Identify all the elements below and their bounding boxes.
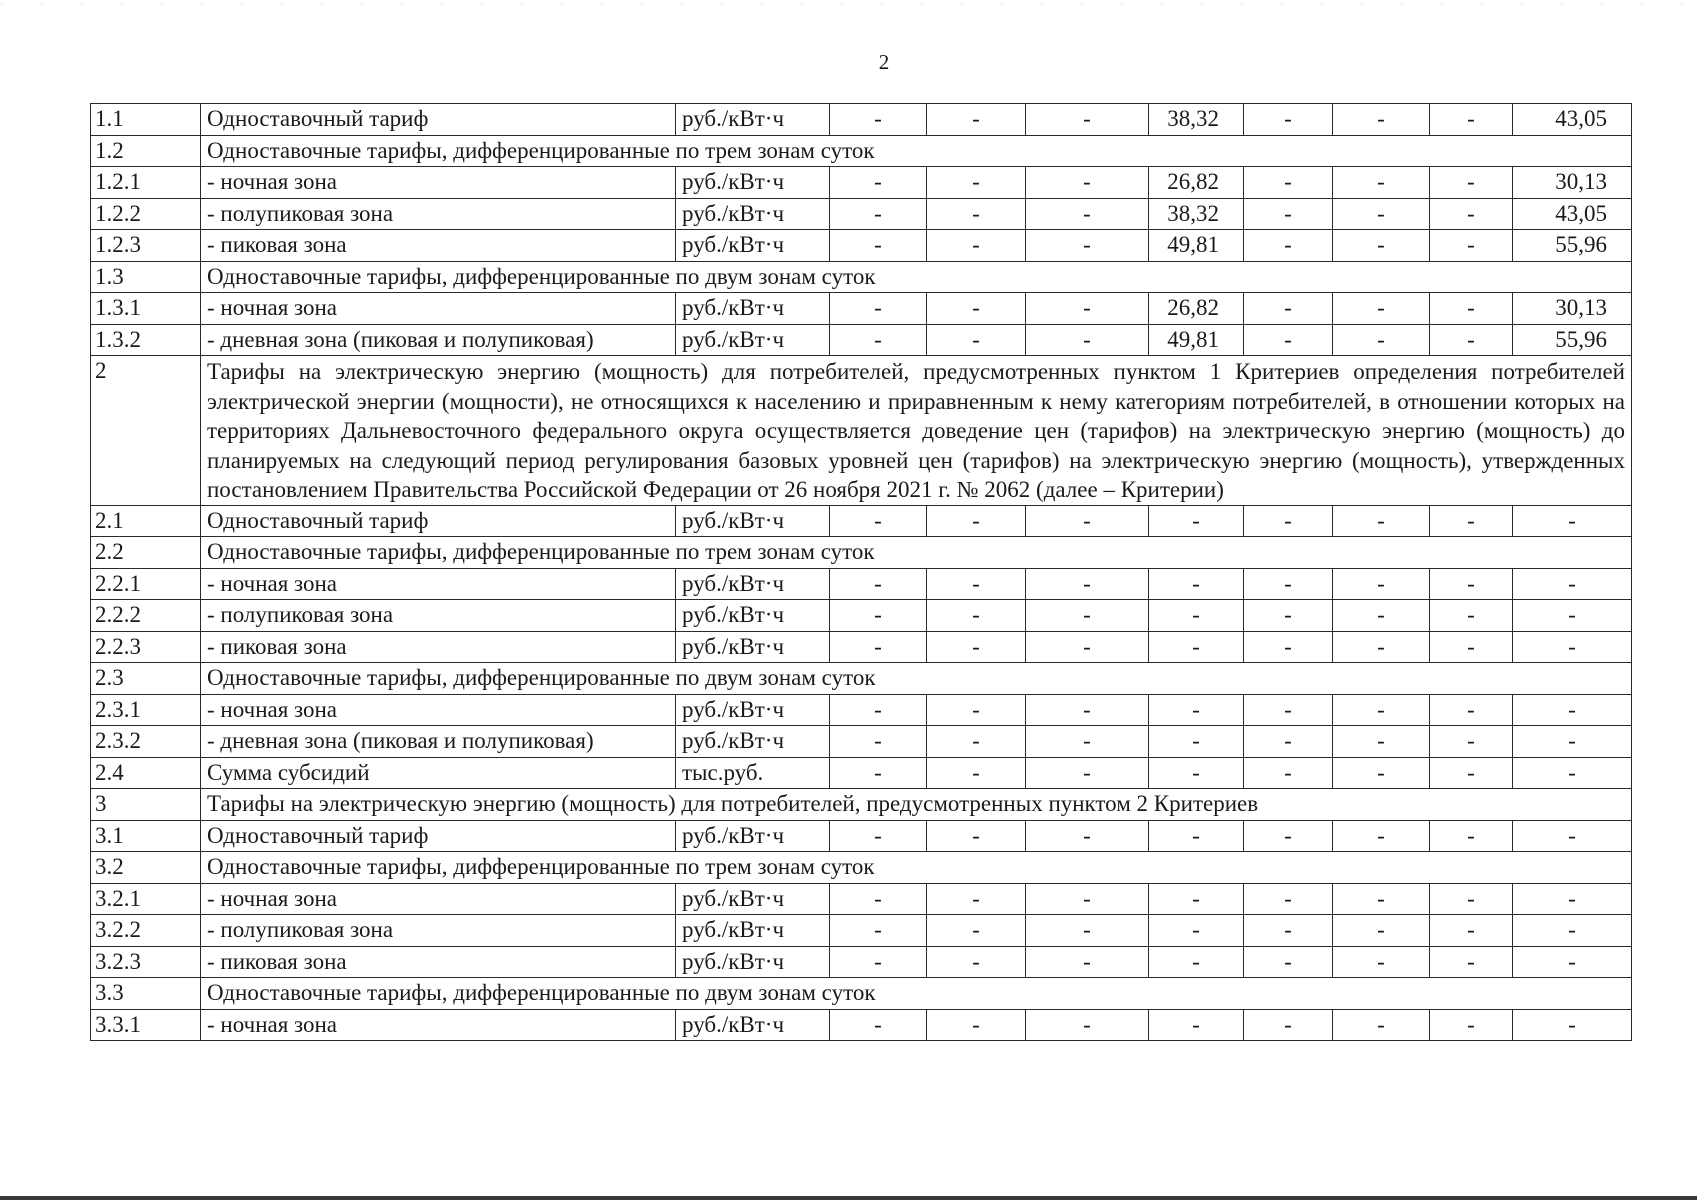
value-cell: - (1244, 757, 1333, 789)
value-cell: - (1430, 230, 1513, 262)
row-code: 2.2 (91, 537, 201, 569)
table-row (91, 789, 1632, 821)
value-cell: - (1149, 568, 1244, 600)
value-cell: - (1430, 324, 1513, 356)
table-row (91, 631, 1632, 663)
value-cell: - (1244, 694, 1333, 726)
table-row (91, 537, 1632, 569)
value-cell: - (1333, 946, 1430, 978)
value-cell: - (1026, 104, 1149, 136)
row-unit: руб./кВт·ч (676, 726, 830, 758)
row-name: - ночная зона (201, 883, 676, 915)
value-cell: - (1244, 915, 1333, 947)
value-cell: - (830, 104, 927, 136)
table-row (91, 852, 1632, 884)
value-cell: - (1026, 946, 1149, 978)
row-name: - пиковая зона (201, 946, 676, 978)
value-cell: - (1333, 198, 1430, 230)
value-cell: - (1333, 505, 1430, 537)
value-cell: - (1149, 757, 1244, 789)
row-unit: руб./кВт·ч (676, 568, 830, 600)
value-cell: - (1244, 726, 1333, 758)
value-cell: - (1430, 726, 1513, 758)
row-unit: руб./кВт·ч (676, 946, 830, 978)
row-code: 3.3 (91, 978, 201, 1010)
value-cell: - (830, 1009, 927, 1041)
table-row (91, 104, 1632, 136)
value-cell: - (1149, 600, 1244, 632)
row-code: 3.3.1 (91, 1009, 201, 1041)
value-cell: - (927, 505, 1026, 537)
row-name: - ночная зона (201, 694, 676, 726)
value-cell: - (1333, 757, 1430, 789)
value-cell: - (1333, 324, 1430, 356)
value-cell: - (927, 946, 1026, 978)
row-unit: руб./кВт·ч (676, 883, 830, 915)
row-code: 1.2 (91, 135, 201, 167)
value-cell: - (1149, 694, 1244, 726)
row-name: Одноставочный тариф (201, 104, 676, 136)
value-cell: - (1026, 726, 1149, 758)
section-header: Одноставочные тарифы, дифференцированные по трем зонам суток (201, 135, 1632, 167)
value-cell: - (1333, 726, 1430, 758)
table-row (91, 505, 1632, 537)
value-cell: - (1244, 1009, 1333, 1041)
value-cell: - (1026, 505, 1149, 537)
table-row (91, 757, 1632, 789)
row-unit: руб./кВт·ч (676, 293, 830, 325)
row-code: 3.2.2 (91, 915, 201, 947)
value-cell: - (1244, 167, 1333, 199)
value-cell: - (927, 600, 1026, 632)
value-cell: - (1513, 946, 1632, 978)
row-code: 2.3.2 (91, 726, 201, 758)
value-cell: - (927, 167, 1026, 199)
table-row (91, 915, 1632, 947)
value-cell: - (927, 915, 1026, 947)
value-cell: - (1026, 694, 1149, 726)
value-cell: - (1026, 230, 1149, 262)
value-cell: - (1513, 757, 1632, 789)
row-code: 1.2.3 (91, 230, 201, 262)
table-row (91, 135, 1632, 167)
table-row (91, 820, 1632, 852)
table-row (91, 883, 1632, 915)
value-cell: - (927, 324, 1026, 356)
value-cell: 30,13 (1513, 293, 1632, 325)
section-description: Тарифы на электрическую энергию (мощность) для потребителей, предусмотренных пунктом 1 Критериев определения потребителей электрической энергии (мощности), не относящихся к населению и приравненным к нему категориям потребителей, в отношении которых на территориях Дальневосточного федерального округа осуществляется доведение цен (тарифов) на электрическую энергию (мощность) до планируемых на следующий период регулирования базовых уровней цен (тарифов) на электрическую энергию (мощность), утвержденных постановлением Правительства Российской Федерации от 26 ноября 2021 г. № 2062 (далее – Критерии) (201, 356, 1632, 506)
value-cell: - (1244, 293, 1333, 325)
row-name: - полупиковая зона (201, 915, 676, 947)
table-row (91, 978, 1632, 1010)
value-cell: - (830, 198, 927, 230)
value-cell: - (1244, 631, 1333, 663)
row-code: 2.2.2 (91, 600, 201, 632)
value-cell: - (830, 505, 927, 537)
value-cell: - (1026, 324, 1149, 356)
table-row (91, 946, 1632, 978)
value-cell: - (1513, 883, 1632, 915)
row-name: - полупиковая зона (201, 600, 676, 632)
value-cell: - (1244, 883, 1333, 915)
row-code: 1.2.1 (91, 167, 201, 199)
value-cell: - (830, 757, 927, 789)
row-name: - пиковая зона (201, 230, 676, 262)
value-cell: - (1244, 104, 1333, 136)
row-code: 2.2.1 (91, 568, 201, 600)
value-cell: - (1430, 505, 1513, 537)
table-row (91, 198, 1632, 230)
row-code: 3.2.3 (91, 946, 201, 978)
table-row (91, 600, 1632, 632)
row-name: - дневная зона (пиковая и полупиковая) (201, 726, 676, 758)
value-cell: - (1333, 230, 1430, 262)
value-cell: - (1430, 568, 1513, 600)
value-cell: - (1513, 568, 1632, 600)
bottom-scan-edge (0, 1196, 1697, 1200)
row-code: 3.2.1 (91, 883, 201, 915)
table-row (91, 324, 1632, 356)
value-cell: - (830, 600, 927, 632)
value-cell: - (1149, 631, 1244, 663)
row-name: Одноставочный тариф (201, 505, 676, 537)
value-cell: - (1333, 694, 1430, 726)
value-cell: - (927, 293, 1026, 325)
row-unit: руб./кВт·ч (676, 230, 830, 262)
table-row (91, 1009, 1632, 1041)
row-unit: руб./кВт·ч (676, 505, 830, 537)
value-cell: - (1026, 631, 1149, 663)
value-cell: - (1333, 293, 1430, 325)
value-cell: 55,96 (1513, 324, 1632, 356)
value-cell: - (927, 820, 1026, 852)
row-code: 2.3 (91, 663, 201, 695)
value-cell: - (830, 230, 927, 262)
row-unit: тыс.руб. (676, 757, 830, 789)
value-cell: - (1430, 167, 1513, 199)
value-cell: - (1333, 104, 1430, 136)
value-cell: - (1513, 1009, 1632, 1041)
value-cell: - (1244, 600, 1333, 632)
value-cell: - (927, 883, 1026, 915)
value-cell: - (1430, 883, 1513, 915)
value-cell: - (1430, 600, 1513, 632)
row-unit: руб./кВт·ч (676, 104, 830, 136)
value-cell: - (1513, 726, 1632, 758)
value-cell: - (1026, 167, 1149, 199)
value-cell: - (1149, 883, 1244, 915)
table-row (91, 568, 1632, 600)
value-cell: - (1244, 946, 1333, 978)
value-cell: - (1430, 915, 1513, 947)
value-cell: - (927, 757, 1026, 789)
value-cell: - (1149, 505, 1244, 537)
value-cell: - (1026, 820, 1149, 852)
value-cell: - (830, 726, 927, 758)
value-cell: - (1026, 883, 1149, 915)
value-cell: - (1430, 293, 1513, 325)
value-cell: - (927, 568, 1026, 600)
value-cell: - (927, 104, 1026, 136)
value-cell: - (830, 915, 927, 947)
value-cell: 43,05 (1513, 198, 1632, 230)
value-cell: 55,96 (1513, 230, 1632, 262)
value-cell: - (1026, 293, 1149, 325)
value-cell: - (1244, 230, 1333, 262)
value-cell: - (1430, 1009, 1513, 1041)
value-cell: - (1513, 820, 1632, 852)
value-cell: 26,82 (1149, 167, 1244, 199)
value-cell: - (1244, 324, 1333, 356)
value-cell: - (1149, 726, 1244, 758)
value-cell: - (830, 694, 927, 726)
value-cell: - (1026, 600, 1149, 632)
row-code: 1.3 (91, 261, 201, 293)
table-row (91, 230, 1632, 262)
value-cell: - (830, 820, 927, 852)
value-cell: - (1244, 820, 1333, 852)
row-name: - полупиковая зона (201, 198, 676, 230)
row-code: 1.3.1 (91, 293, 201, 325)
table-row (91, 663, 1632, 695)
value-cell: - (830, 324, 927, 356)
value-cell: - (1149, 946, 1244, 978)
row-code: 2.2.3 (91, 631, 201, 663)
row-unit: руб./кВт·ч (676, 1009, 830, 1041)
value-cell: - (1333, 883, 1430, 915)
value-cell: - (1513, 600, 1632, 632)
row-unit: руб./кВт·ч (676, 198, 830, 230)
table-row (91, 293, 1632, 325)
row-name: - пиковая зона (201, 631, 676, 663)
row-name: - ночная зона (201, 1009, 676, 1041)
value-cell: - (830, 946, 927, 978)
value-cell: 38,32 (1149, 104, 1244, 136)
value-cell: - (927, 230, 1026, 262)
value-cell: - (1333, 1009, 1430, 1041)
section-header: Одноставочные тарифы, дифференцированные по двум зонам суток (201, 978, 1632, 1010)
table-row (91, 261, 1632, 293)
value-cell: - (1430, 631, 1513, 663)
row-unit: руб./кВт·ч (676, 167, 830, 199)
table-row (91, 726, 1632, 758)
section-header: Одноставочные тарифы, дифференцированные по трем зонам суток (201, 852, 1632, 884)
row-name: - ночная зона (201, 167, 676, 199)
value-cell: - (1430, 694, 1513, 726)
value-cell: 38,32 (1149, 198, 1244, 230)
tariff-table (90, 103, 1632, 1041)
row-code: 3.2 (91, 852, 201, 884)
value-cell: - (1244, 568, 1333, 600)
value-cell: - (1513, 505, 1632, 537)
section-header: Тарифы на электрическую энергию (мощность) для потребителей, предусмотренных пунктом 2 Критериев (201, 789, 1632, 821)
value-cell: - (1244, 505, 1333, 537)
value-cell: - (830, 167, 927, 199)
value-cell: - (927, 631, 1026, 663)
table-row (91, 167, 1632, 199)
row-code: 1.1 (91, 104, 201, 136)
row-code: 3 (91, 789, 201, 821)
row-name: - ночная зона (201, 293, 676, 325)
value-cell: 43,05 (1513, 104, 1632, 136)
value-cell: - (1333, 600, 1430, 632)
value-cell: - (927, 726, 1026, 758)
value-cell: 49,81 (1149, 230, 1244, 262)
value-cell: - (1026, 757, 1149, 789)
value-cell: 49,81 (1149, 324, 1244, 356)
section-header: Одноставочные тарифы, дифференцированные по трем зонам суток (201, 537, 1632, 569)
row-code: 2.3.1 (91, 694, 201, 726)
value-cell: - (1430, 946, 1513, 978)
row-unit: руб./кВт·ч (676, 600, 830, 632)
page-number: 2 (878, 50, 890, 74)
row-name: - дневная зона (пиковая и полупиковая) (201, 324, 676, 356)
row-unit: руб./кВт·ч (676, 915, 830, 947)
value-cell: - (1430, 198, 1513, 230)
row-code: 2.4 (91, 757, 201, 789)
row-name: Одноставочный тариф (201, 820, 676, 852)
value-cell: - (1149, 820, 1244, 852)
row-code: 1.2.2 (91, 198, 201, 230)
tariff-table-body (91, 104, 1632, 1041)
scan-artifact (0, 4, 1697, 5)
value-cell: - (1513, 694, 1632, 726)
value-cell: - (1244, 198, 1333, 230)
value-cell: - (830, 883, 927, 915)
value-cell: - (1333, 568, 1430, 600)
value-cell: - (927, 694, 1026, 726)
row-unit: руб./кВт·ч (676, 631, 830, 663)
section-header: Одноставочные тарифы, дифференцированные по двум зонам суток (201, 261, 1632, 293)
row-code: 2 (91, 356, 201, 506)
value-cell: - (1149, 915, 1244, 947)
value-cell: - (1333, 820, 1430, 852)
value-cell: - (830, 568, 927, 600)
row-name: - ночная зона (201, 568, 676, 600)
row-unit: руб./кВт·ч (676, 820, 830, 852)
row-code: 3.1 (91, 820, 201, 852)
value-cell: - (1026, 198, 1149, 230)
value-cell: - (1430, 104, 1513, 136)
table-row (91, 356, 1632, 506)
value-cell: - (830, 631, 927, 663)
value-cell: - (1026, 568, 1149, 600)
value-cell: - (1333, 915, 1430, 947)
row-unit: руб./кВт·ч (676, 324, 830, 356)
row-unit: руб./кВт·ч (676, 694, 830, 726)
value-cell: - (1026, 915, 1149, 947)
value-cell: - (1513, 631, 1632, 663)
value-cell: - (1430, 820, 1513, 852)
value-cell: - (1149, 1009, 1244, 1041)
value-cell: - (1513, 915, 1632, 947)
value-cell: - (830, 293, 927, 325)
value-cell: - (1026, 1009, 1149, 1041)
value-cell: - (927, 198, 1026, 230)
section-header: Одноставочные тарифы, дифференцированные по двум зонам суток (201, 663, 1632, 695)
row-code: 2.1 (91, 505, 201, 537)
value-cell: 26,82 (1149, 293, 1244, 325)
row-code: 1.3.2 (91, 324, 201, 356)
value-cell: 30,13 (1513, 167, 1632, 199)
value-cell: - (927, 1009, 1026, 1041)
value-cell: - (1430, 757, 1513, 789)
value-cell: - (1333, 631, 1430, 663)
table-row (91, 694, 1632, 726)
row-name: Сумма субсидий (201, 757, 676, 789)
value-cell: - (1333, 167, 1430, 199)
